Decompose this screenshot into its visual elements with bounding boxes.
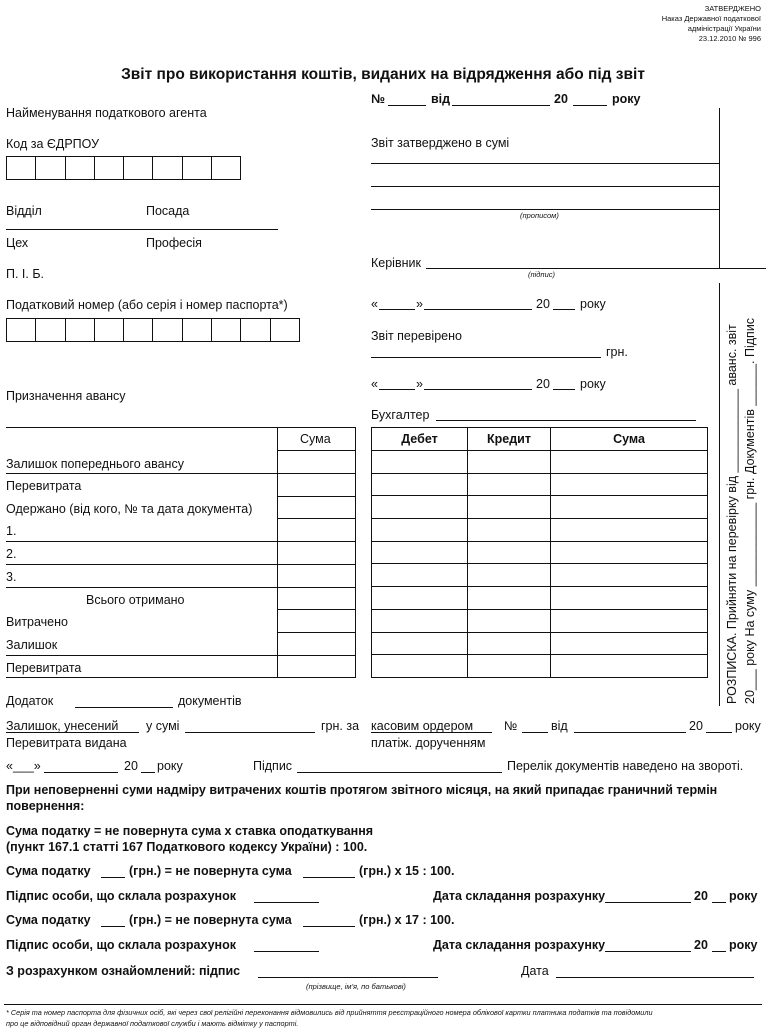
acquainted-label: З розрахунком ознайомлений: підпис	[6, 964, 241, 978]
table-cell[interactable]	[551, 541, 708, 564]
approval-line: 23.12.2010 № 996	[698, 34, 761, 43]
calc15-unreturned-field[interactable]	[303, 877, 355, 878]
tax-formula-2: (пункт 167.1 статті 167 Податкового кодексу України) : 100.	[6, 840, 368, 854]
calc15-tax-field[interactable]	[101, 877, 125, 878]
tax-formula-1: Сума податку = не повернута сума х ставка оподаткування	[6, 824, 374, 838]
checked-sum-field[interactable]	[371, 357, 601, 358]
digit-box[interactable]	[182, 156, 212, 180]
sign-person-field-2[interactable]	[254, 951, 319, 952]
digit-box[interactable]	[35, 156, 65, 180]
date2-quote-open: «	[371, 377, 378, 391]
table-cell[interactable]	[551, 473, 708, 496]
digit-box[interactable]	[123, 318, 153, 342]
order-year-field[interactable]	[706, 732, 732, 733]
order-from-label: від	[551, 719, 568, 733]
date2-year-field[interactable]	[553, 389, 575, 390]
digit-box[interactable]	[65, 156, 95, 180]
left-table-divider	[277, 427, 278, 677]
calc17-tax-field[interactable]	[101, 926, 125, 927]
header-year-prefix: 20	[554, 92, 568, 106]
tax-paragraph: При неповерненні суми надміру витрачених коштів протягом звітного місяця, на який припадає граничний термін повернення:	[6, 783, 718, 813]
digit-box[interactable]	[6, 318, 36, 342]
digit-box[interactable]	[94, 156, 124, 180]
approved-sum-field-2[interactable]	[371, 186, 719, 187]
name-hint: (прізвище, ім'я, по батькові)	[306, 982, 406, 991]
left-row-label: Залишок	[6, 638, 58, 652]
advance-purpose-label: Призначення авансу	[6, 389, 126, 403]
footnote-rule	[4, 1004, 762, 1005]
calc17-unreturned-field[interactable]	[303, 926, 355, 927]
table-cell[interactable]	[468, 473, 551, 496]
tax-number-boxes[interactable]	[7, 318, 300, 342]
calc-year-field-2[interactable]	[712, 951, 726, 952]
digit-box[interactable]	[240, 318, 270, 342]
table-cell[interactable]	[551, 451, 708, 474]
bottom-year-field[interactable]	[141, 772, 155, 773]
table-cell[interactable]	[468, 451, 551, 474]
order-year-label: року	[735, 719, 761, 733]
left-row-label: 1.	[6, 524, 17, 538]
bottom-date-quotes: «___»	[6, 759, 41, 773]
calc15-tax-label: Сума податку	[6, 864, 91, 878]
tax-number-label: Податковий номер (або серія і номер паспорта*)	[6, 298, 288, 312]
table-cell[interactable]	[372, 496, 468, 519]
date2-month-field[interactable]	[424, 389, 532, 390]
cash-order-underline	[371, 732, 492, 733]
date-month-field[interactable]	[424, 309, 532, 310]
sum-header-line	[277, 450, 355, 451]
date-quote-close: »	[416, 297, 423, 311]
approval-line: Наказ Державної податкової	[661, 14, 761, 23]
digit-box[interactable]	[123, 156, 153, 180]
signature-hint: (підпис)	[528, 270, 555, 279]
table-cell[interactable]	[551, 519, 708, 542]
row-line	[277, 609, 355, 610]
date2-quote-close: »	[416, 377, 423, 391]
calc17-rate-label: (грн.) х 17 : 100.	[359, 913, 455, 927]
left-table-right	[355, 427, 356, 677]
documents-label: документів	[178, 694, 242, 708]
table-cell[interactable]	[468, 632, 551, 655]
row-line	[277, 496, 355, 497]
digit-box[interactable]	[94, 318, 124, 342]
head-label: Керівник	[371, 256, 421, 270]
sum-column-header: Сума	[300, 432, 331, 446]
digit-box[interactable]	[152, 318, 182, 342]
row-line	[6, 473, 356, 474]
row-line	[6, 564, 356, 565]
head-signature-field[interactable]	[426, 268, 719, 269]
acquainted-signature-field[interactable]	[258, 977, 438, 978]
accounting-table	[371, 427, 708, 678]
digit-box[interactable]	[6, 156, 36, 180]
bottom-year-label: року	[157, 759, 183, 773]
edrpou-label: Код за ЄДРПОУ	[6, 137, 100, 151]
payment-order-label: платіж. дорученням	[371, 736, 486, 750]
table-cell[interactable]	[372, 609, 468, 632]
department-label: Відділ	[6, 204, 42, 218]
calc-date-label-2: Дата складання розрахунку	[433, 938, 606, 952]
table-cell[interactable]	[372, 655, 468, 678]
uah-for-label: грн. за	[321, 719, 360, 733]
full-name-label: П. І. Б.	[6, 267, 45, 281]
calc15-unreturned-label: (грн.) = не повернута сума	[129, 864, 292, 878]
shop-label: Цех	[6, 236, 29, 250]
table-cell[interactable]	[468, 609, 551, 632]
left-row-label: 2.	[6, 547, 17, 561]
digit-box[interactable]	[182, 318, 212, 342]
left-row-label: Залишок попереднього авансу	[6, 457, 184, 471]
checked-label: Звіт перевірено	[371, 329, 462, 343]
order-no-field[interactable]	[522, 732, 548, 733]
table-cell[interactable]	[551, 564, 708, 587]
header-no-label: №	[371, 92, 385, 106]
table-cell[interactable]	[468, 541, 551, 564]
left-row-label: Перевитрата	[6, 661, 82, 675]
digit-box[interactable]	[270, 318, 300, 342]
accountant-label: Бухгалтер	[371, 408, 430, 422]
checked-currency: грн.	[606, 345, 628, 359]
table-cell[interactable]	[372, 451, 468, 474]
left-table-bottom	[6, 677, 356, 678]
in-sum-label: у сумі	[146, 719, 180, 733]
appendix-label: Додаток	[6, 694, 54, 708]
right-block-border	[719, 108, 720, 268]
date-year-label: року	[580, 297, 606, 311]
digit-box[interactable]	[65, 318, 95, 342]
calc-date-label: Дата складання розрахунку	[433, 889, 606, 903]
approval-line: адміністрації України	[687, 24, 761, 33]
bottom-year-prefix: 20	[124, 759, 138, 773]
footnote-line-2: про це відповідний орган державної податкової служби і мають відмітку у паспорті.	[6, 1019, 299, 1028]
sum-header: Сума	[551, 428, 708, 451]
date2-year-prefix: 20	[536, 377, 550, 391]
header-year-field[interactable]	[573, 105, 607, 106]
digit-box[interactable]	[35, 318, 65, 342]
approved-sum-field[interactable]	[371, 163, 719, 164]
order-year-prefix: 20	[689, 719, 703, 733]
credit-header: Кредит	[468, 428, 551, 451]
approval-title: ЗАТВЕРДЖЕНО	[704, 4, 761, 13]
edrpou-boxes[interactable]	[7, 156, 241, 180]
date-quote-open: «	[371, 297, 378, 311]
calc-year-prefix-2: 20	[694, 938, 708, 952]
calc15-rate-label: (грн.) х 15 : 100.	[359, 864, 455, 878]
remainder-sum-field[interactable]	[185, 732, 315, 733]
bottom-month-field[interactable]	[44, 772, 118, 773]
table-cell[interactable]	[372, 473, 468, 496]
left-row-label: Одержано (від кого, № та дата документа)	[6, 502, 253, 516]
footnote-line-1: * Серія та номер паспорта для фізичних осіб, які через свої релігійні переконання відмовились від прийняття реєстраційного номера облікової картки платника податків та повідомили	[6, 1008, 653, 1017]
page-title: Звіт про використання коштів, виданих на відрядження або під звіт	[121, 66, 645, 83]
table-cell[interactable]	[551, 587, 708, 610]
calc17-unreturned-label: (грн.) = не повернута сума	[129, 913, 292, 927]
row-line	[277, 632, 355, 633]
table-cell[interactable]	[468, 496, 551, 519]
left-row-label: Витрачено	[6, 615, 68, 629]
header-date-field[interactable]	[452, 105, 550, 106]
approved-sum-field-3[interactable]	[371, 209, 719, 210]
calc-year-label: року	[729, 889, 758, 903]
table-cell[interactable]	[372, 541, 468, 564]
debit-header: Дебет	[372, 428, 468, 451]
row-line	[6, 655, 356, 656]
table-cell[interactable]	[372, 632, 468, 655]
accountant-signature-field[interactable]	[436, 420, 696, 421]
agent-name-label: Найменування податкового агента	[6, 106, 207, 120]
date2-year-label: року	[580, 377, 606, 391]
calc17-tax-label: Сума податку	[6, 913, 91, 927]
acquainted-date-field[interactable]	[556, 977, 754, 978]
header-no-field[interactable]	[388, 105, 426, 106]
date-day-field[interactable]	[379, 309, 415, 310]
acquainted-date-label: Дата	[521, 964, 549, 978]
date2-day-field[interactable]	[379, 389, 415, 390]
row-line	[6, 587, 356, 588]
row-line	[6, 541, 356, 542]
row-line	[277, 518, 355, 519]
table-cell[interactable]	[372, 587, 468, 610]
table-cell[interactable]	[468, 519, 551, 542]
receipt-line-1: РОЗПИСКА. Прийняти на перевірку від ____________ аванс. звіт	[725, 324, 739, 704]
remainder-label: Залишок, унесений	[6, 719, 119, 733]
table-cell[interactable]	[468, 564, 551, 587]
in-words-hint: (прописом)	[520, 211, 559, 220]
receipt-cut-line	[719, 283, 720, 706]
calc-year-prefix: 20	[694, 889, 708, 903]
table-cell[interactable]	[468, 655, 551, 678]
date-year-prefix: 20	[536, 297, 550, 311]
bottom-signature-field[interactable]	[297, 772, 502, 773]
table-cell[interactable]	[372, 564, 468, 587]
header-year-label: року	[612, 92, 641, 106]
list-back-note: Перелік документів наведено на звороті.	[507, 759, 744, 773]
sign-person-label-2: Підпис особи, що склала розрахунок	[6, 938, 236, 952]
profession-label: Професія	[146, 236, 202, 250]
table-cell[interactable]	[551, 632, 708, 655]
table-cell[interactable]	[551, 496, 708, 519]
order-no-label: №	[504, 719, 518, 733]
department-field[interactable]	[6, 229, 278, 230]
bottom-signature-label: Підпис	[253, 759, 293, 773]
date-year-field[interactable]	[553, 309, 575, 310]
left-row-label: 3.	[6, 570, 17, 584]
digit-box[interactable]	[211, 318, 241, 342]
table-cell[interactable]	[551, 655, 708, 678]
left-row-label: Всього отримано	[86, 593, 185, 607]
approved-sum-label: Звіт затверджено в сумі	[371, 136, 510, 150]
overspend-issued-label: Перевитрата видана	[6, 736, 127, 750]
approval-stamp	[662, 4, 761, 44]
table-cell[interactable]	[468, 587, 551, 610]
head-line-extension	[719, 268, 766, 269]
calc-year-field[interactable]	[712, 902, 726, 903]
table-cell[interactable]	[551, 609, 708, 632]
left-row-label: Перевитрата	[6, 479, 82, 493]
position-label: Посада	[146, 204, 190, 218]
sign-person-label: Підпис особи, що склала розрахунок	[6, 889, 236, 903]
table-cell[interactable]	[372, 519, 468, 542]
remainder-underline	[6, 732, 139, 733]
calc-date-field[interactable]	[605, 902, 691, 903]
sign-person-field[interactable]	[254, 902, 319, 903]
cash-order-label: касовим ордером	[371, 719, 474, 733]
receipt-line-2: 20___ року На суму ____________ грн. Документів ______. Підпис	[743, 317, 757, 704]
appendix-count-field[interactable]	[75, 707, 173, 708]
header-from-label: від	[431, 92, 451, 106]
digit-box[interactable]	[152, 156, 182, 180]
digit-box[interactable]	[211, 156, 241, 180]
calc-date-field-2[interactable]	[605, 951, 691, 952]
left-table-top	[6, 427, 356, 428]
calc-year-label-2: року	[729, 938, 758, 952]
order-date-field[interactable]	[574, 732, 686, 733]
